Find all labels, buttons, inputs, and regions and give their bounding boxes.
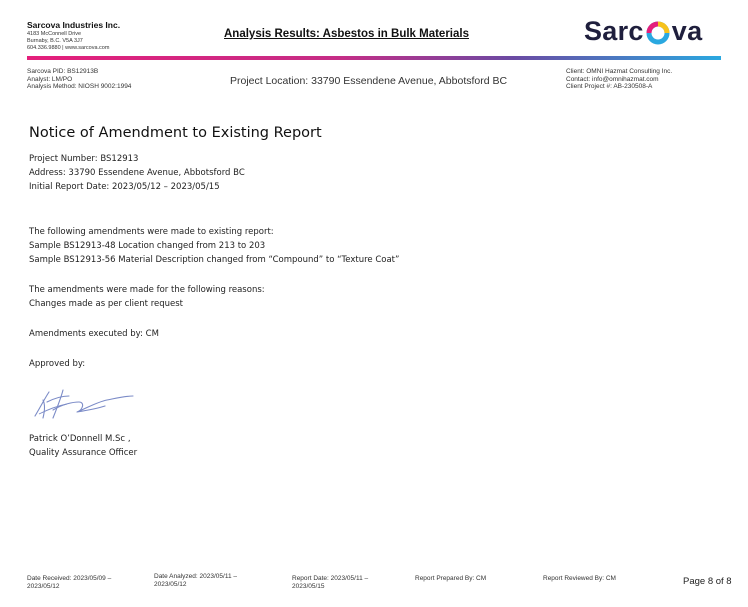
reason-item: Changes made as per client request	[29, 299, 184, 309]
notice-title: Notice of Amendment to Existing Report	[29, 125, 322, 141]
client-project: Client Project #: AB-230508-A	[566, 83, 653, 90]
amendments-intro: The following amendments were made to existing report:	[29, 227, 274, 237]
footer-text: 2023/05/15	[292, 583, 325, 590]
report-title: Analysis Results: Asbestos in Bulk Materials	[224, 28, 469, 40]
header-color-bar	[27, 56, 721, 60]
footer-text: Report Date: 2023/05/11 –	[292, 575, 369, 582]
amendment-item: Sample BS12913-48 Location changed from 213 to 203	[29, 241, 266, 251]
footer-text: Date Received: 2023/05/09 –	[27, 575, 112, 582]
footer-text: 2023/05/12	[27, 583, 60, 590]
signer-title: Quality Assurance Officer	[29, 448, 138, 458]
analysis-method: Analysis Method: NIOSH 9002:1994	[27, 83, 132, 90]
signer-name: Patrick O’Donnell M.Sc ,	[29, 434, 131, 444]
company-name: Sarcova Industries Inc.	[27, 20, 121, 30]
company-address-line-2: Burnaby, B.C. V5A 3J7	[27, 38, 83, 44]
analyst: Analyst: LM/PO	[27, 75, 73, 83]
client-name: Client: OMNI Hazmat Consulting Inc.	[566, 68, 673, 75]
footer-date-received	[27, 575, 111, 591]
logo-text-right: va	[671, 16, 703, 46]
footer-prepared-by: Report Prepared By: CM	[415, 575, 487, 582]
approved-by-label: Approved by:	[29, 359, 86, 369]
executed-by: Amendments executed by: CM	[29, 329, 159, 339]
footer-date-analyzed	[154, 573, 237, 589]
logo-ring-icon	[645, 19, 671, 45]
footer-text: Date Analyzed: 2023/05/11 –	[154, 573, 237, 580]
logo-text-left: Sarc	[584, 16, 644, 46]
company-contact: 604.336.9880 | www.sarcova.com	[27, 45, 110, 51]
footer-text: 2023/05/12	[154, 581, 187, 588]
project-number: Project Number: BS12913	[29, 154, 139, 164]
initial-report-date: Initial Report Date: 2023/05/12 – 2023/05/15	[29, 182, 220, 192]
reasons-intro: The amendments were made for the following reasons:	[29, 285, 265, 295]
signature-image	[33, 388, 137, 422]
project-location: Project Location: 33790 Essendene Avenue, Abbotsford BC	[230, 75, 508, 87]
footer-reviewed-by: Report Reviewed By: CM	[543, 575, 616, 582]
amendment-item: Sample BS12913-56 Material Description changed from “Compound” to “Texture Coat”	[29, 255, 400, 265]
client-contact: Contact: info@omnihazmat.com	[566, 75, 659, 83]
page-number: Page 8 of 8	[683, 576, 732, 587]
sarcova-pid: Sarcova PID: BS12913B	[27, 68, 99, 75]
company-address-line-1: 4183 McConnell Drive	[27, 31, 82, 37]
left-info-block	[27, 68, 131, 91]
sarcova-logo	[584, 16, 702, 47]
right-info-block	[566, 68, 672, 91]
project-address: Address: 33790 Essendene Avenue, Abbotsford BC	[29, 168, 245, 178]
footer-report-date	[292, 575, 368, 591]
